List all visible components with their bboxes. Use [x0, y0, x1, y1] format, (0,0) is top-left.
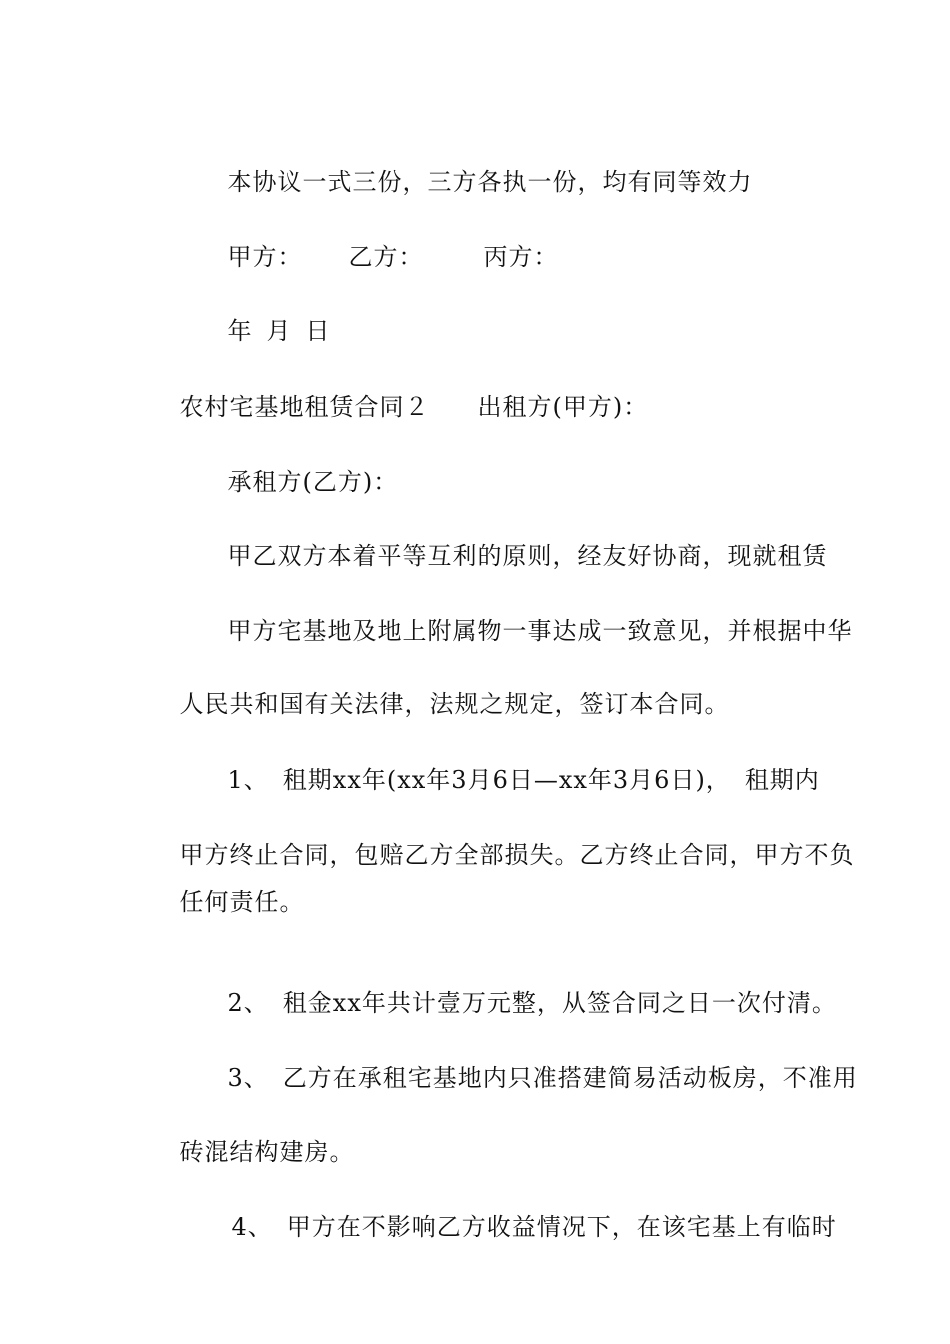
- clause-3-number: 3、: [227, 1064, 269, 1092]
- clause-1-term: 租期xx年(xx年3月6日—xx年3月6日)，: [282, 766, 731, 794]
- text-effect: 本协议一式三份，三方各执一份，均有同等效力: [227, 168, 753, 196]
- date-year: 年: [227, 317, 253, 345]
- clause-4-number: 4、: [231, 1213, 273, 1241]
- clause-4-text-1: 甲方在不影响乙方收益情况下，在该宅基上有临时: [286, 1213, 837, 1241]
- text-preamble-2: 甲方宅基地及地上附属物一事达成一致意见，并根据中华: [227, 617, 853, 645]
- contract-title: 农村宅基地租赁合同２: [179, 393, 430, 421]
- clause-2-number: 2、: [227, 989, 269, 1017]
- lessor-label: 出租方(甲方)：: [477, 393, 649, 421]
- clause-1-number: 1、: [227, 766, 269, 794]
- clause-1-term-tail: 租期内: [744, 766, 820, 794]
- clause-2-text: 租金xx年共计壹万元整，从签合同之日一次付清。: [282, 989, 837, 1017]
- party-b-label: 乙方：: [348, 243, 424, 271]
- clause-1-text-2: 甲方终止合同，包赔乙方全部损失。乙方终止合同，甲方不负: [179, 841, 855, 869]
- text-preamble-3: 人民共和国有关法律，法规之规定，签订本合同。: [179, 690, 730, 718]
- party-a-label: 甲方：: [227, 243, 303, 271]
- clause-4-line-1: [197, 1182, 837, 1272]
- date-day: 日: [305, 317, 331, 345]
- lessee-label: 承租方(乙方)：: [227, 468, 399, 496]
- party-c-label: 丙方：: [483, 243, 559, 271]
- clause-1-text-3: 任何责任。: [179, 888, 305, 916]
- clause-1-line-3: [145, 857, 305, 947]
- clause-3-text-2: 砖混结构建房。: [179, 1138, 355, 1166]
- text-preamble-1: 甲乙双方本着平等互利的原则，经友好协商，现就租赁: [227, 542, 828, 570]
- clause-3-text-1: 乙方在承租宅基地内只准搭建简易活动板房，不准用: [282, 1064, 858, 1092]
- date-month: 月: [266, 317, 292, 345]
